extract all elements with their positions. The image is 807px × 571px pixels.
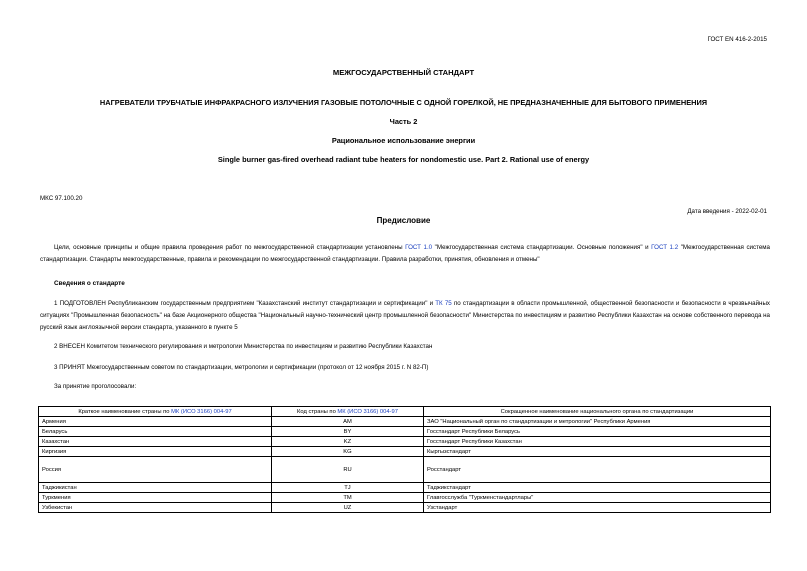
code-cell: KZ <box>272 437 424 447</box>
code-cell: KG <box>272 447 424 457</box>
column-header-country <box>39 407 272 417</box>
tk75-link[interactable]: ТК 75 <box>435 300 452 307</box>
item-1-paragraph <box>40 298 770 334</box>
country-cell: Армения <box>39 417 272 427</box>
country-cell: Беларусь <box>39 427 272 437</box>
country-cell: Туркмения <box>39 493 272 503</box>
column-header-body: Сокращенное наименование национального органа по стандартизации <box>424 407 771 417</box>
column-header-code <box>272 407 424 417</box>
mks-code: МКС 97.100.20 <box>40 195 83 202</box>
body-cell: ЗАО "Национальный орган по стандартизации и метрологии" Республики Армения <box>424 417 771 427</box>
table-row <box>39 417 771 427</box>
voted-label: За принятие проголосовали: <box>54 383 137 390</box>
standard-title-en: Single burner gas-fired overhead radiant tube heaters for nondomestic use. Part 2. Rational use of energy <box>217 155 590 164</box>
body-cell: Узстандарт <box>424 503 771 513</box>
body-cell: Госстандарт Республики Казахстан <box>424 437 771 447</box>
code-cell: AM <box>272 417 424 427</box>
paragraph-text: по стандартизации в области промышленной, общественной безопасности и безопасности в чрезвычайных ситуациях "Промышленная безопасность" на базе Акционерного общества "Национальный научно-технический центр промышленной безопасности" Министерства по инвестициям и развитию Республики Казахстан на основе собственного перевода на русский язык англоязычной версии стандарта, указанного в пункте 5 <box>40 300 770 331</box>
item-2-paragraph: 2 ВНЕСЕН Комитетом технического регулирования и метрологии Министерства по инвестициям и развитию Республики Казахстан <box>54 343 433 350</box>
paragraph-text: 1 ПОДГОТОВЛЕН Республиканским государственным предприятием "Казахстанский институт стандартизации и сертификации" и <box>54 300 436 307</box>
table-row <box>39 447 771 457</box>
standard-type: МЕЖГОСУДАРСТВЕННЫЙ СТАНДАРТ <box>332 68 475 77</box>
header-text: Код страны по <box>296 408 338 415</box>
table-row <box>39 483 771 493</box>
foreword-paragraph <box>40 242 770 266</box>
country-cell: Узбекистан <box>39 503 272 513</box>
body-cell: Кыргызстандарт <box>424 447 771 457</box>
table-row <box>39 503 771 513</box>
document-code: ГОСТ EN 416-2-2015 <box>707 36 767 43</box>
code-cell: UZ <box>272 503 424 513</box>
body-cell: Главгосслужба "Туркменстандартлары" <box>424 493 771 503</box>
gost-1-0-link[interactable]: ГОСТ 1.0 <box>405 244 433 251</box>
part-label: Часть 2 <box>389 117 418 126</box>
paragraph-text: Цели, основные принципы и общие правила проведения работ по межгосударственной стандартизации установлены <box>54 244 406 251</box>
code-cell: TJ <box>272 483 424 493</box>
header-text: Краткое наименование страны по <box>78 408 172 415</box>
table-row <box>39 437 771 447</box>
info-heading: Сведения о стандарте <box>54 280 125 287</box>
mk-iso-link[interactable]: МК (ИСО 3166) 004-97 <box>337 408 398 415</box>
table-row <box>39 457 771 483</box>
body-cell: Таджикстандарт <box>424 483 771 493</box>
paragraph-text: "Межгосударственная система стандартизации. Стандарты межгосударственные, правила и рекомендации по межгосударственной стандартизации. Правила разработки, принятия, обновления и отмены" <box>40 244 771 263</box>
table-row <box>39 427 771 437</box>
table-row <box>39 493 771 503</box>
code-cell: BY <box>272 427 424 437</box>
country-cell: Казахстан <box>39 437 272 447</box>
body-cell: Росстандарт <box>424 457 771 483</box>
intro-date: Дата введения - 2022-02-01 <box>687 208 767 215</box>
voting-table <box>38 406 771 513</box>
standard-title-ru: НАГРЕВАТЕЛИ ТРУБЧАТЫЕ ИНФРАКРАСНОГО ИЗЛУЧЕНИЯ ГАЗОВЫЕ ПОТОЛОЧНЫЕ С ОДНОЙ ГОРЕЛКОЙ, НЕ ПРЕДНАЗНАЧЕННЫЕ ДЛЯ БЫТОВОГО ПРИМЕНЕНИЯ <box>99 98 708 107</box>
item-3-paragraph: 3 ПРИНЯТ Межгосударственным советом по стандартизации, метрологии и сертификации (протокол от 12 ноября 2015 г. N 82-П) <box>54 364 429 371</box>
country-cell: Киргизия <box>39 447 272 457</box>
foreword-heading: Предисловие <box>376 216 431 225</box>
table-header-row <box>39 407 771 417</box>
body-cell: Госстандарт Республики Беларусь <box>424 427 771 437</box>
code-cell: TM <box>272 493 424 503</box>
country-cell: Таджикистан <box>39 483 272 493</box>
paragraph-text: "Межгосударственная система стандартизации. Основные положения" и <box>432 244 652 251</box>
mk-iso-link[interactable]: МК (ИСО 3166) 004-97 <box>171 408 232 415</box>
subtitle-ru: Рациональное использование энергии <box>331 136 476 145</box>
country-cell: Россия <box>39 457 272 483</box>
code-cell: RU <box>272 457 424 483</box>
gost-1-2-link[interactable]: ГОСТ 1.2 <box>651 244 679 251</box>
